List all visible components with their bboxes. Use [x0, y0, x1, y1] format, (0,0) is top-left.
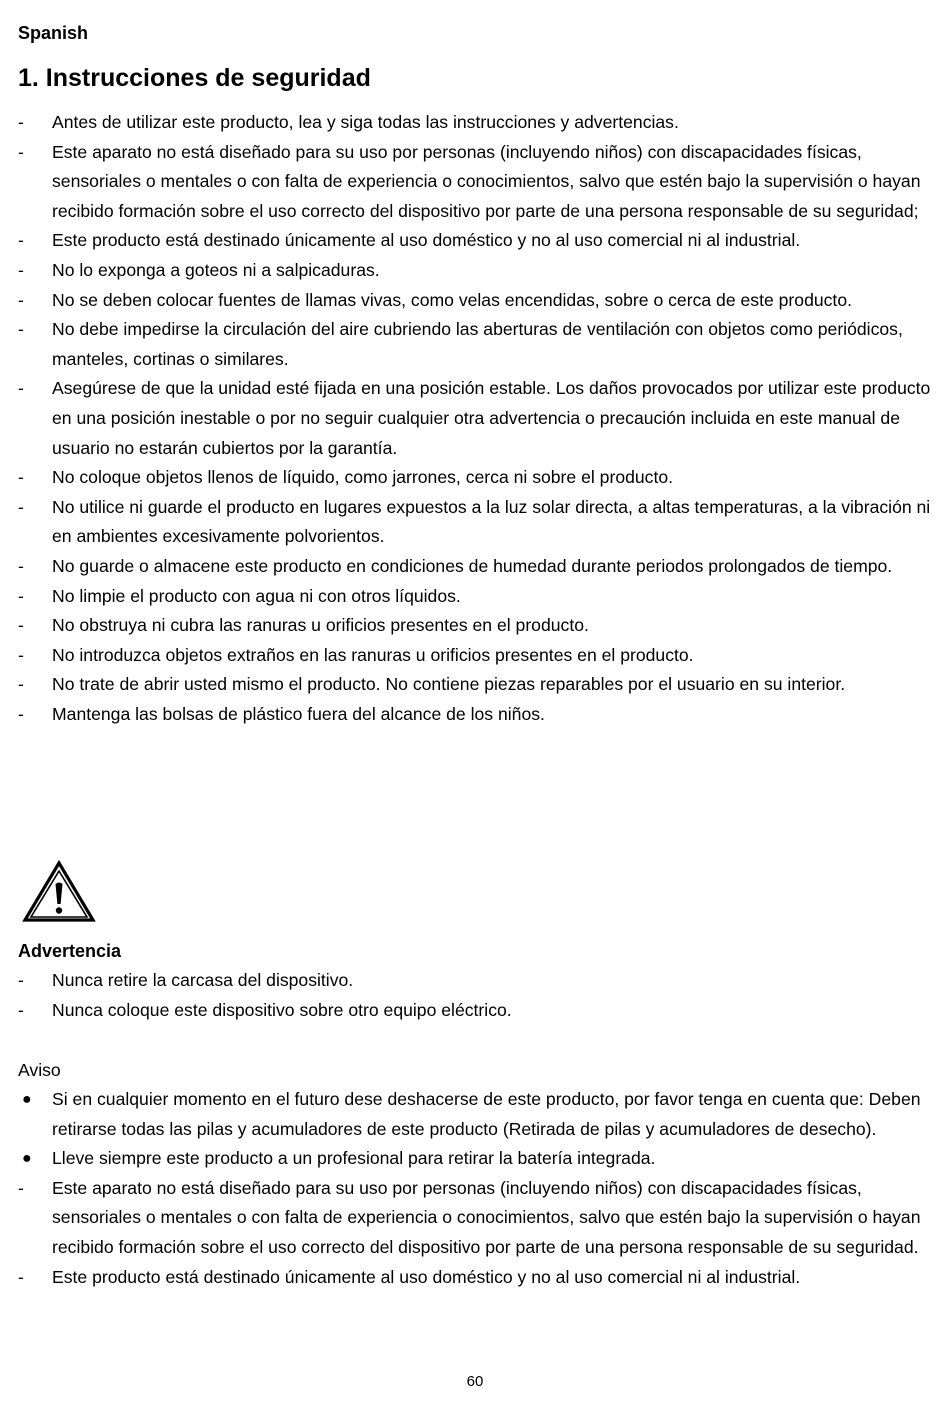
- list-item: - Este aparato no está diseñado para su uso por personas (incluyendo niños) con discapacidades físicas, sensoriales o mentales o con falta de experiencia o conocimientos, salvo que estén bajo la supervisión o hayan recibido formación sobre el uso correcto del dispositivo por parte de una persona responsable de su seguridad;: [18, 141, 921, 221]
- list-item: - Asegúrese de que la unidad esté fijada en una posición estable. Los daños provocados por utilizar este producto en una posición inestable o por no seguir cualquier otra advertencia o precaución incluida en este manual de usuario no estarán cubiertos por la garantía.: [18, 378, 931, 458]
- list-item: - No debe impedirse la circulación del aire cubriendo las aberturas de ventilación con objetos como periódicos, manteles, cortinas o similares.: [18, 319, 903, 369]
- section-title: 1. Instrucciones de seguridad: [18, 64, 371, 92]
- list-item-text: No obstruya ni cubra las ranuras u orificios presentes en el producto.: [52, 615, 589, 636]
- list-item-text: Mantenga las bolsas de plástico fuera del alcance de los niños.: [52, 703, 545, 724]
- notice-list: [18, 1085, 938, 1292]
- list-item-text: Asegúrese de que la unidad esté fijada en una posición estable. Los daños provocados por utilizar este producto en una posición inestable o por no seguir cualquier otra advertencia o precaución incluida en este manual de usuario no estarán cubiertos por la garantía.: [52, 378, 931, 458]
- list-item: - No se deben colocar fuentes de llamas vivas, como velas encendidas, sobre o cerca de este producto.: [18, 289, 852, 310]
- list-item: - No introduzca objetos extraños en las ranuras u orificios presentes en el producto.: [18, 644, 694, 665]
- dash-marker: -: [18, 1177, 24, 1198]
- language-label: Spanish: [18, 23, 89, 43]
- list-item-text: No coloque objetos llenos de líquido, como jarrones, cerca ni sobre el producto.: [52, 467, 674, 488]
- notice-title: Aviso: [18, 1060, 61, 1080]
- list-item-text: No utilice ni guarde el producto en lugares expuestos a la luz solar directa, a altas temperaturas, a la vibración ni en ambientes excesivamente polvorientos.: [52, 496, 931, 547]
- list-item: [18, 1174, 938, 1263]
- list-item-text: No lo exponga a goteos ni a salpicaduras.: [52, 259, 380, 280]
- list-item: - Antes de utilizar este producto, lea y siga todas las instrucciones y advertencias.: [18, 112, 679, 132]
- list-item: - No coloque objetos llenos de líquido, como jarrones, cerca ni sobre el producto.: [18, 467, 674, 488]
- list-item: - No limpie el producto con agua ni con otros líquidos.: [18, 585, 461, 606]
- warning-list: [18, 966, 938, 1025]
- list-item-text: No introduzca objetos extraños en las ranuras u orificios presentes en el producto.: [52, 644, 694, 665]
- list-item: - No guarde o almacene este producto en condiciones de humedad durante periodos prolongados de tiempo.: [18, 555, 893, 576]
- list-item-text: No debe impedirse la circulación del aire cubriendo las aberturas de ventilación con objetos como periódicos, manteles, cortinas o similares.: [52, 319, 903, 369]
- bullet-marker: ●: [22, 1150, 32, 1168]
- list-item: - Nunca coloque este dispositivo sobre otro equipo eléctrico.: [18, 999, 512, 1020]
- list-item-text: Antes de utilizar este producto, lea y siga todas las instrucciones y advertencias.: [52, 112, 679, 132]
- list-item-text: Si en cualquier momento en el futuro dese deshacerse de este producto, por favor tenga en cuenta que: Deben retirarse todas las pilas y acumuladores de este producto (Retirada de pilas y acumuladores de desecho).: [52, 1089, 921, 1139]
- warning-triangle-icon: [22, 860, 96, 924]
- list-item: - Este producto está destinado únicamente al uso doméstico y no al uso comercial ni al industrial.: [18, 230, 801, 251]
- list-item: - No lo exponga a goteos ni a salpicaduras.: [18, 259, 380, 280]
- list-item-text: Este aparato no está diseñado para su uso por personas (incluyendo niños) con discapacidades físicas, sensoriales o mentales o con falta de experiencia o conocimientos, salvo que estén bajo la supervisión o hayan recibido formación sobre el uso correcto del dispositivo por parte de una persona responsable de su seguridad;: [52, 141, 921, 221]
- list-item: [18, 1263, 938, 1293]
- dash-marker: -: [18, 1266, 24, 1287]
- list-item-text: No trate de abrir usted mismo el producto. No contiene piezas reparables por el usuario en su interior.: [52, 674, 846, 695]
- list-item: - No obstruya ni cubra las ranuras u orificios presentes en el producto.: [18, 615, 589, 636]
- page-number: 60: [466, 1373, 484, 1390]
- list-item: - No utilice ni guarde el producto en lugares expuestos a la luz solar directa, a altas temperaturas, a la vibración ni en ambientes excesivamente polvorientos.: [18, 496, 931, 547]
- list-item-text: No limpie el producto con agua ni con otros líquidos.: [52, 585, 461, 606]
- list-item-text: Este producto está destinado únicamente al uso doméstico y no al uso comercial ni al industrial.: [52, 1266, 801, 1287]
- list-item-text: Este producto está destinado únicamente al uso doméstico y no al uso comercial ni al industrial.: [52, 230, 801, 251]
- list-item: - Nunca retire la carcasa del dispositivo.: [18, 970, 354, 990]
- list-item-text: Este aparato no está diseñado para su uso por personas (incluyendo niños) con discapacidades físicas, sensoriales o mentales o con falta de experiencia o conocimientos, salvo que estén bajo la supervisión o hayan recibido formación sobre el uso correcto del dispositivo por parte de una persona responsable de su seguridad.: [52, 1177, 921, 1257]
- list-item-text: Lleve siempre este producto a un profesional para retirar la batería integrada.: [52, 1148, 656, 1169]
- list-item-text: No guarde o almacene este producto en condiciones de humedad durante periodos prolongados de tiempo.: [52, 555, 893, 576]
- list-item-text: No se deben colocar fuentes de llamas vivas, como velas encendidas, sobre o cerca de este producto.: [52, 289, 852, 310]
- list-item: - No trate de abrir usted mismo el producto. No contiene piezas reparables por el usuario en su interior.: [18, 674, 846, 695]
- list-item: [18, 1085, 938, 1144]
- safety-instructions-list: [18, 108, 938, 729]
- bullet-marker: ●: [22, 1091, 32, 1108]
- warning-title: Advertencia: [18, 941, 122, 961]
- list-item-text: Nunca coloque este dispositivo sobre otro equipo eléctrico.: [52, 999, 512, 1020]
- list-item: [18, 1144, 938, 1174]
- list-item-text: Nunca retire la carcasa del dispositivo.: [52, 970, 354, 990]
- list-item: - Mantenga las bolsas de plástico fuera del alcance de los niños.: [18, 703, 545, 724]
